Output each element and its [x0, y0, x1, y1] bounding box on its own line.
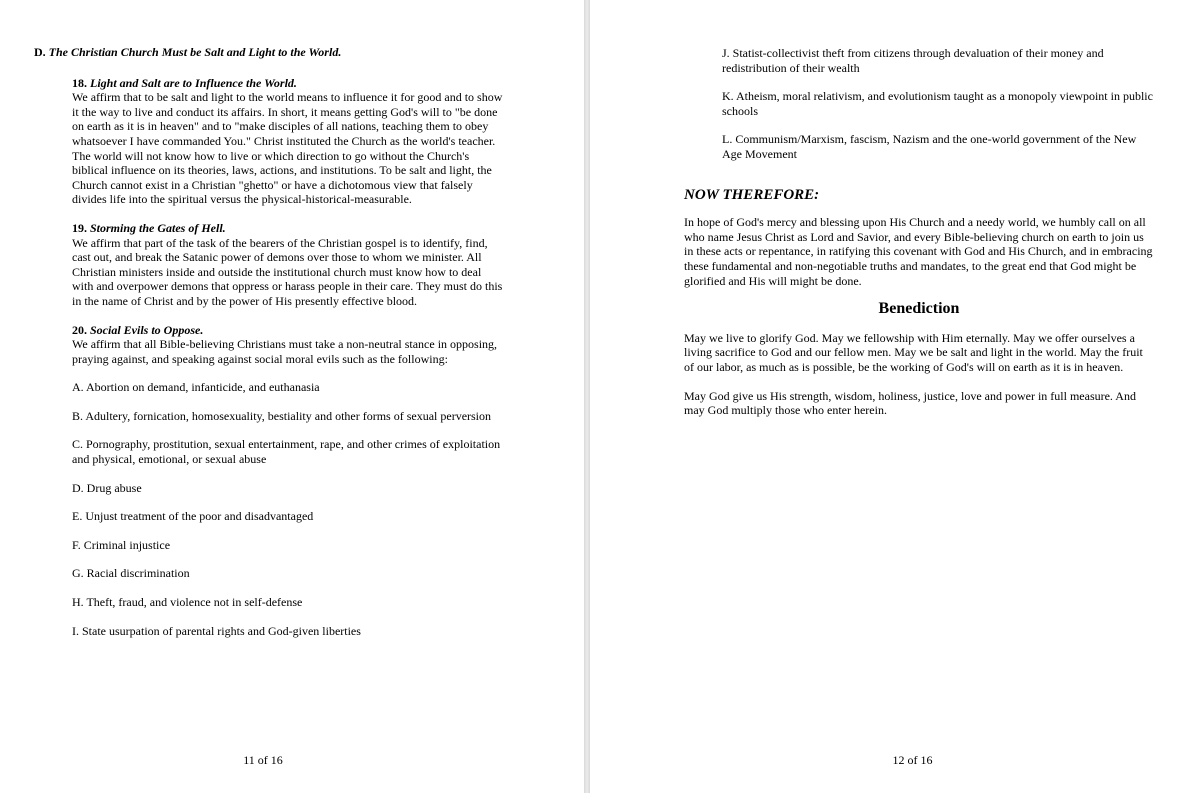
article-number: 19.: [72, 220, 87, 235]
evil-list-continued: [684, 46, 1154, 162]
evil-item-h: H. Theft, fraud, and violence not in self-defense: [72, 595, 303, 610]
article-body: We affirm that part of the task of the bearers of the Christian gospel is to identify, find, cast out, and break the Satanic power of demons over those to whom we minister. All Christian ministers inside and outside the institutional church must know how to deal with and overpower demons that oppress or harass people in their care. They must do this in the name of Christ and by the power of His presently effective blood.: [72, 235, 503, 308]
article-title: [72, 221, 504, 236]
article-title: [72, 323, 504, 338]
article-20: [72, 323, 504, 639]
article-number: 18.: [72, 75, 87, 90]
article-title-text: Social Evils to Oppose.: [90, 322, 204, 337]
benediction-heading: Benediction: [878, 300, 960, 318]
article-18: [72, 76, 504, 207]
evil-item-f: F. Criminal injustice: [72, 537, 171, 552]
now-therefore-text: In hope of God's mercy and blessing upon His Church and a needy world, we humbly call on all who name Jesus Christ as Lord and Savior, and every Bible-believing church on earth to join us in these acts or repentance, in ratifying this covenant with God and His Church, and in embracing these fundamental and non-negotiable truths and mandates, to the great end that God might be glorified and His will might be done.: [684, 215, 1153, 288]
evil-item-b: B. Adultery, fornication, homosexuality, bestiality and other forms of sexual perversion: [72, 408, 492, 423]
benediction-paragraph-2: May God give us His strength, wisdom, holiness, justice, love and power in full measure. And may God multiply those who enter herein.: [684, 388, 1136, 418]
benediction-paragraph-1: May we live to glorify God. May we fellowship with Him eternally. May we offer ourselves a living sacrifice to God and our fellow men. May we be salt and light in the world. May the fruit of our labor, as much as is possible, be the working of God's will on earth as it is in heaven.: [684, 330, 1143, 374]
evil-item-k: K. Atheism, moral relativism, and evolutionism taught as a monopoly viewpoint in public schools: [722, 89, 1153, 118]
article-19: [72, 221, 504, 309]
article-title: [72, 76, 504, 91]
evil-item-g: G. Racial discrimination: [72, 566, 190, 581]
page-number: 12 of 16: [892, 753, 933, 767]
evil-item-d: D. Drug abuse: [72, 480, 142, 495]
section-heading: [34, 45, 504, 60]
page-12: [590, 0, 1200, 793]
article-title-text: Storming the Gates of Hell.: [90, 220, 226, 235]
article-body: We affirm that to be salt and light to the world means to influence it for good and to show it the way to live and conduct its affairs. In short, it means getting God's will to "be done on earth as it is in heaven" and to "make disciples of all nations, teaching them to obey whatsoever I have commanded You." Christ instituted the Church as the world's teacher. The world will not know how to live or which direction to go without the Church's biblical influence on its theories, laws, actions, and institutions. To be salt and light, the Church cannot exist in a Christian "ghetto" or have a dichotomous view that falsely divides life into the spiritual versus the physical-historical-measurable.: [72, 90, 503, 207]
article-number: 20.: [72, 322, 87, 337]
now-therefore-heading: NOW THEREFORE:: [684, 186, 820, 203]
evil-item-l: L. Communism/Marxism, fascism, Nazism and the one-world government of the New Age Movement: [722, 132, 1137, 161]
article-title-text: Light and Salt are to Influence the World.: [90, 75, 297, 90]
evil-item-c: C. Pornography, prostitution, sexual entertainment, rape, and other crimes of exploitation and physical, emotional, or sexual abuse: [72, 437, 501, 467]
evil-item-e: E. Unjust treatment of the poor and disadvantaged: [72, 509, 314, 524]
evil-item-i: I. State usurpation of parental rights and God-given liberties: [72, 623, 361, 638]
page-11-content: [34, 45, 504, 652]
section-letter: D.: [34, 45, 46, 59]
page-12-content: [684, 46, 1154, 432]
section-title: The Christian Church Must be Salt and Light to the World.: [48, 45, 342, 59]
article-body: We affirm that all Bible-believing Christians must take a non-neutral stance in opposing, praying against, and speaking against social moral evils such as the following:: [72, 337, 498, 366]
page-number: 11 of 16: [243, 753, 283, 767]
page-11: [0, 0, 584, 793]
evil-item-j: J. Statist-collectivist theft from citizens through devaluation of their money and redistribution of their wealth: [722, 46, 1104, 75]
evil-item-a: A. Abortion on demand, infanticide, and euthanasia: [72, 380, 320, 395]
